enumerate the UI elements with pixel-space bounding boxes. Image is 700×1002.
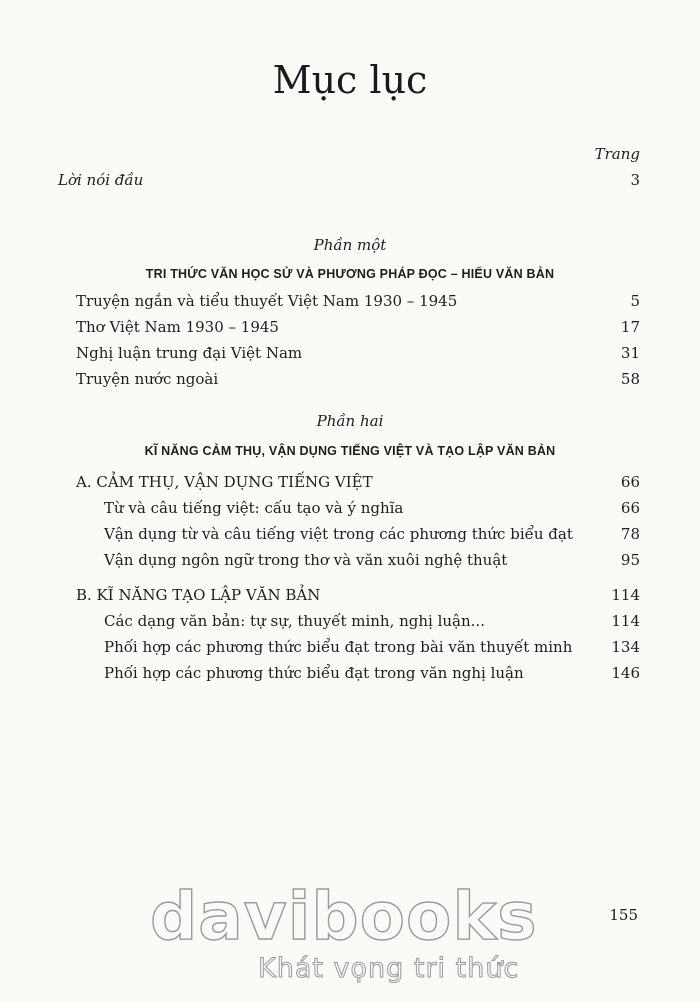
toc-entry [104, 612, 700, 634]
toc-entry-label: Các dạng văn bản: tự sự, thuyết minh, nghị luận... [104, 612, 485, 630]
page-number: 155 [609, 906, 638, 924]
toc-entry-label: Phối hợp các phương thức biểu đạt trong văn nghị luận [104, 664, 524, 682]
toc-entry-label: Vận dụng từ và câu tiếng việt trong các phương thức biểu đạt [104, 525, 573, 543]
watermark-slogan: Khát vọng tri thức [258, 953, 520, 984]
part-one-heading: TRI THỨC VĂN HỌC SỬ VÀ PHƯƠNG PHÁP ĐỌC – HIỂU VĂN BẢN [145, 267, 555, 281]
page-title: Mục lục [272, 58, 428, 102]
toc-entry-label: Truyện ngắn và tiểu thuyết Việt Nam 1930 – 1945 [76, 292, 458, 310]
toc-entry-label: Nghị luận trung đại Việt Nam [76, 344, 303, 362]
toc-section-label: B. KĨ NĂNG TẠO LẬP VĂN BẢN [76, 586, 321, 604]
toc-entry-label: Thơ Việt Nam 1930 – 1945 [76, 318, 279, 336]
toc-entry-page: 134 [611, 638, 640, 656]
part-one-title: Phần một [313, 236, 387, 254]
part-two-heading: KĨ NĂNG CẢM THỤ, VẬN DỤNG TIẾNG VIỆT VÀ TẠO LẬP VĂN BẢN [144, 444, 556, 458]
toc-section-label: A. CẢM THỤ, VẬN DỤNG TIẾNG VIỆT [76, 473, 373, 491]
toc-entry [76, 318, 700, 340]
toc-entry [104, 551, 700, 573]
page-column-header: Trang [594, 145, 640, 163]
toc-entry [76, 292, 700, 314]
toc-entry-page: 66 [620, 499, 640, 517]
toc-entry-label: Truyện nước ngoài [76, 370, 219, 388]
toc-section-b [76, 586, 700, 608]
part-two-title: Phần hai [316, 412, 384, 430]
toc-entry [76, 370, 700, 392]
toc-section-page: 114 [611, 586, 640, 604]
toc-entry-label: Từ và câu tiếng việt: cấu tạo và ý nghĩa [104, 499, 404, 517]
toc-preface-label: Lời nói đầu [58, 171, 144, 189]
toc-entry-page: 95 [620, 551, 640, 569]
toc-entry-page: 58 [620, 370, 640, 388]
toc-entry-page: 78 [620, 525, 640, 543]
toc-entry-label: Vận dụng ngôn ngữ trong thơ và văn xuôi nghệ thuật [104, 551, 508, 569]
toc-entry-label: Phối hợp các phương thức biểu đạt trong bài văn thuyết minh [104, 638, 573, 656]
toc-entry [104, 525, 700, 547]
toc-entry [104, 499, 700, 521]
toc-section-a [76, 473, 700, 495]
watermark-brand: davibooks [150, 878, 538, 955]
toc-entry-page: 31 [620, 344, 640, 362]
toc-entry [104, 638, 700, 660]
toc-entry [104, 664, 700, 686]
toc-entry-page: 5 [630, 292, 640, 310]
toc-preface-page: 3 [630, 171, 640, 189]
toc-entry [76, 344, 700, 366]
toc-entry-page: 146 [611, 664, 640, 682]
toc-entry-page: 17 [620, 318, 640, 336]
toc-section-page: 66 [620, 473, 640, 491]
toc-entry-page: 114 [611, 612, 640, 630]
